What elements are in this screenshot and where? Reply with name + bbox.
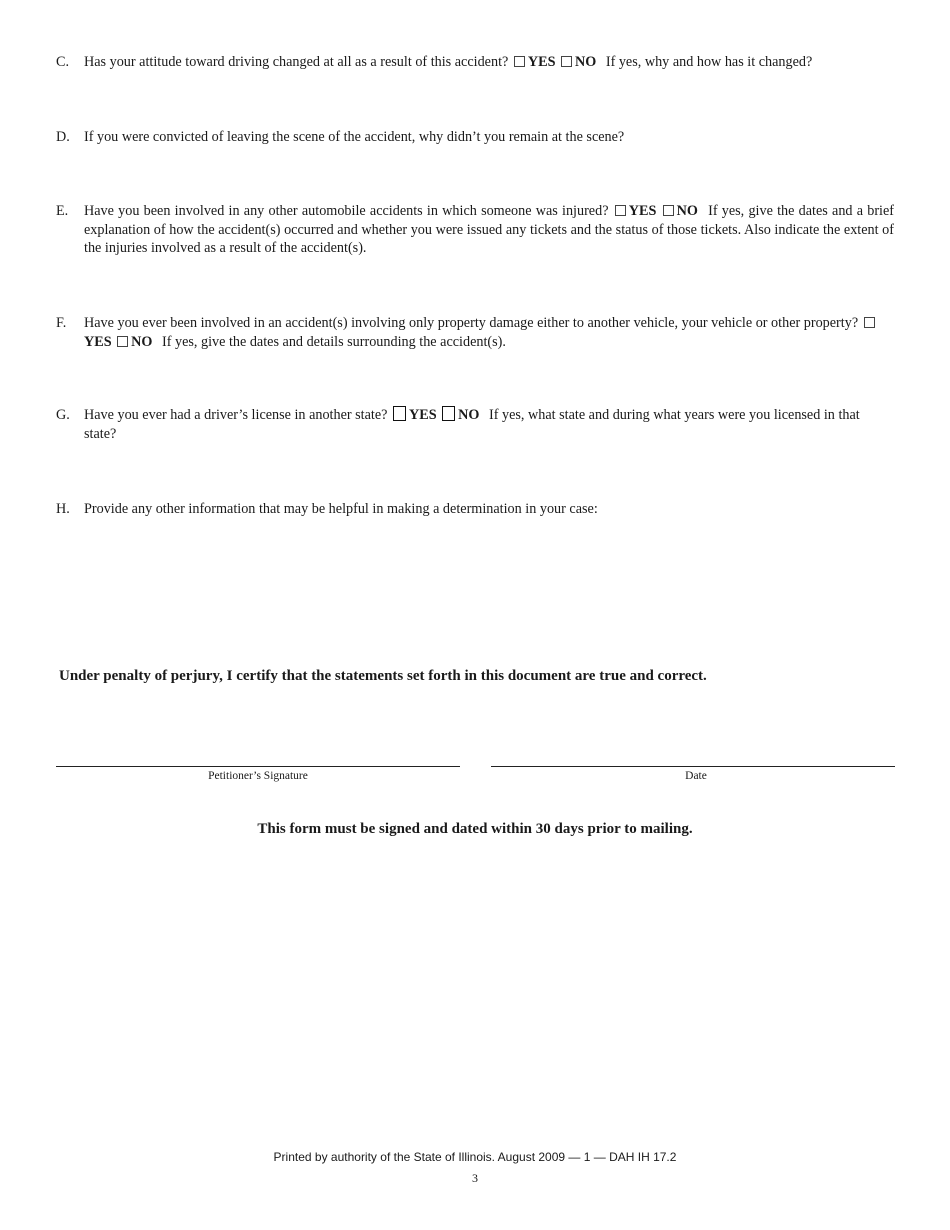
no-checkbox[interactable] [117,336,128,347]
question-letter: E. [56,203,69,219]
question-text: Have you ever had a driver’s license in another state? [84,407,388,423]
no-label: NO [458,407,480,423]
question-text: If you were convicted of leaving the scene of the accident, why didn’t you remain at the scene? [84,129,625,145]
question-text: Have you been involved in any other automobile accidents in which someone was injured? [84,203,609,219]
yes-checkbox[interactable] [864,317,875,328]
question-text: Has your attitude toward driving changed at all as a result of this accident? [84,54,509,70]
question-f [56,314,894,351]
question-letter: H. [56,501,70,517]
yes-label: YES [527,54,556,70]
question-d [56,128,894,147]
perjury-certification: Under penalty of perjury, I certify that the statements set forth in this document are true and correct. [59,668,707,684]
followup-text: If yes, why and how has it changed? [605,54,813,70]
must-sign-notice: This form must be signed and dated within 30 days prior to mailing. [257,821,693,837]
question-letter: F. [56,315,67,331]
date-label: Date [685,770,707,782]
yes-checkbox[interactable] [615,205,626,216]
date-line[interactable] [491,766,895,767]
question-g [56,406,894,443]
question-text: Have you ever been involved in an accident(s) involving only property damage either to another vehicle, your vehicle or other property? [84,315,859,331]
no-label: NO [676,203,698,219]
signature-label: Petitioner’s Signature [208,770,308,782]
printed-by-footer: Printed by authority of the State of Illinois. August 2009 — 1 — DAH IH 17.2 [273,1150,677,1164]
signature-line[interactable] [56,766,460,767]
no-checkbox[interactable] [663,205,674,216]
yes-label: YES [628,203,657,219]
no-checkbox[interactable] [561,56,572,67]
question-text: Provide any other information that may be helpful in making a determination in your case: [84,501,598,517]
question-e [56,202,894,258]
question-h [56,500,894,519]
yes-checkbox[interactable] [393,406,406,421]
no-label: NO [131,333,153,350]
yes-label: YES [84,333,112,350]
no-label: NO [575,54,597,70]
no-checkbox[interactable] [442,406,455,421]
followup-text: If yes, give the dates and details surrounding the accident(s). [161,333,506,350]
yes-label: YES [409,407,437,423]
followup-text: If yes, what state and during what years were you licensed in that state? [84,407,860,442]
page-number: 3 [472,1171,478,1185]
question-letter: C. [56,54,70,70]
question-letter: G. [56,407,70,423]
yes-checkbox[interactable] [514,56,525,67]
question-letter: D. [56,129,70,145]
question-c [56,53,894,72]
followup-text: If yes, give the dates and a brief explanation of how the accident(s) occurred and whether you were issued any tickets and the status of those tickets. Also indicate the extent of the injuries involved as a result of the accident(s). [84,203,895,256]
